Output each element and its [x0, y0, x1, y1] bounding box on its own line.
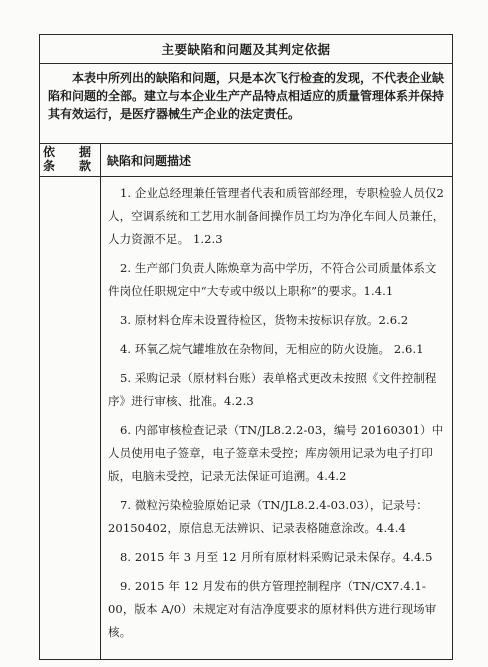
basis-header-line1: 依 据	[42, 145, 97, 159]
document-title: 主要缺陷和问题及其判定依据	[40, 35, 452, 64]
description-header: 缺陷和问题描述	[101, 144, 453, 177]
basis-cell	[40, 177, 101, 661]
defect-item-9: 9. 2015 年 12 月发布的供方管理控制程序（TN/CX7.4.1-00，版本 A/0）未规定对有洁净度要求的原材料供方进行现场审核。	[108, 579, 437, 639]
defect-item-6: 6. 内部审核检查记录（TN/JL8.2.2-03，编号 20160301）中人员使用电子签章，电子签章未受控；库房领用记录为电子打印版，电脑未受控，记录无法保证可追溯。4.4.2	[108, 423, 444, 483]
defect-list	[102, 178, 451, 644]
defect-table	[40, 144, 452, 660]
basis-header	[40, 144, 101, 177]
defect-document	[39, 34, 453, 660]
defect-item-1: 1. 企业总经理兼任管理者代表和质管部经理，专职检验人员仅2人，空调系统和工艺用水制备间操作员工均为净化车间人员兼任，人力资源不足。 1.2.3	[108, 186, 445, 246]
intro-paragraph: 本表中所列出的缺陷和问题，只是本次飞行检查的发现，不代表企业缺陷和问题的全部。建立与本企业生产产品特点相适应的质量管理体系并保持其有效运行，是医疗器械生产企业的法定责任。	[40, 64, 452, 144]
defect-item-8: 8. 2015 年 3 月至 12 月所有原材料采购记录未保存。4.4.5	[120, 550, 433, 564]
defect-item-4: 4. 环氧乙烷气罐堆放在杂物间，无相应的防火设施。 2.6.1	[120, 342, 424, 356]
description-cell	[101, 177, 453, 661]
table-body-row	[40, 177, 452, 661]
table-header-row	[40, 144, 452, 177]
basis-header-line2: 条 款	[42, 159, 97, 173]
defect-item-3: 3. 原材料仓库未设置待检区，货物未按标识存放。2.6.2	[120, 313, 409, 327]
defect-item-2: 2. 生产部门负责人陈焕章为高中学历，不符合公司质量体系文件岗位任职规定中“大专或中级以上职称”的要求。1.4.1	[108, 261, 437, 298]
defect-item-5: 5. 采购记录（原材料台账）表单格式更改未按照《文件控制程序》进行审核、批准。4.2.3	[108, 371, 437, 408]
defect-item-7: 7. 微粒污染检验原始记录（TN/JL8.2.4-03.03），记录号：20150402，原信息无法辨识、记录表格随意涂改。4.4.4	[108, 498, 428, 535]
